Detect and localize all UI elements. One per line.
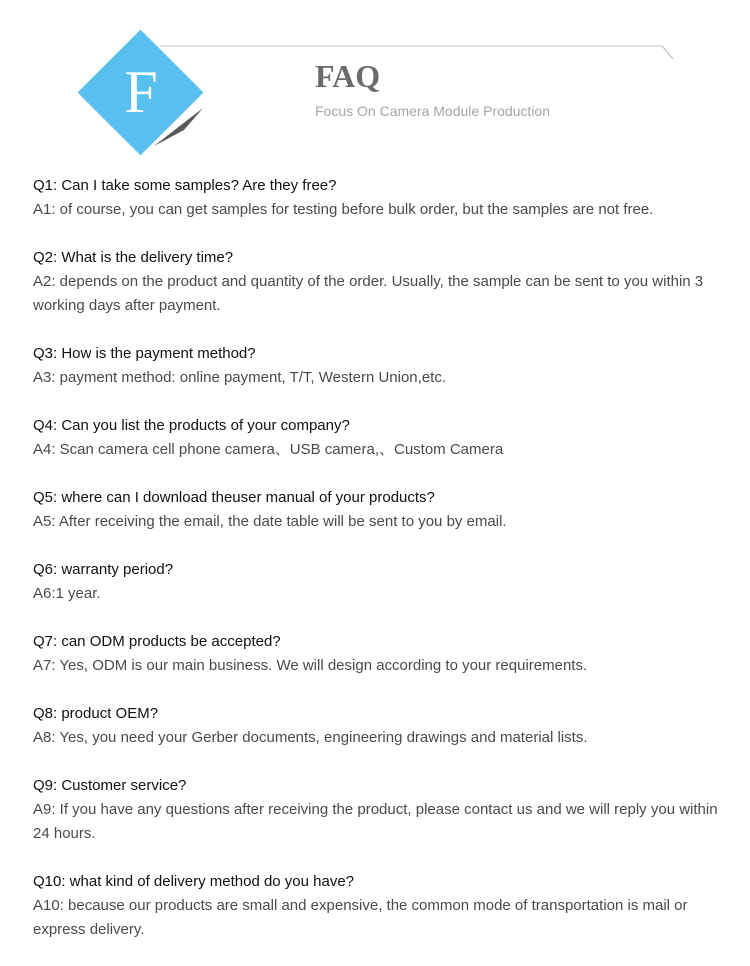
faq-item-10: [33, 870, 733, 942]
logo-letter: F: [124, 59, 158, 125]
faq-item-1: [33, 174, 733, 222]
faq-answer-6: A6:1 year.: [33, 585, 101, 602]
faq-question-6: Q6: warranty period?: [33, 561, 174, 578]
faq-question-2: Q2: What is the delivery time?: [33, 249, 234, 266]
faq-item-7: [33, 630, 733, 678]
faq-answer-3: A3: payment method: online payment, T/T, Western Union,etc.: [33, 369, 446, 386]
faq-question-10: Q10: what kind of delivery method do you have?: [33, 873, 355, 890]
faq-question-9: Q9: Customer service?: [33, 777, 187, 794]
faq-question-4: Q4: Can you list the products of your company?: [33, 417, 350, 434]
faq-item-2: [33, 246, 733, 318]
page-title: FAQ: [315, 58, 381, 94]
faq-answer-4: A4: Scan camera cell phone camera、USB camera,、Custom Camera: [33, 441, 504, 458]
header-rule-end: [662, 46, 673, 59]
faq-question-3: Q3: How is the payment method?: [33, 345, 256, 362]
faq-item-5: [33, 486, 733, 534]
faq-answer-9: A9: If you have any questions after receiving the product, please contact us and we will reply you within 24 hours.: [33, 801, 718, 842]
faq-answer-5: A5: After receiving the email, the date table will be sent to you by email.: [33, 513, 507, 530]
faq-question-1: Q1: Can I take some samples? Are they free?: [33, 177, 337, 194]
faq-item-9: [33, 774, 733, 846]
faq-item-4: [33, 414, 733, 462]
faq-answer-2: A2: depends on the product and quantity of the order. Usually, the sample can be sent to you within 3 working days after payment.: [33, 273, 704, 314]
faq-question-7: Q7: can ODM products be accepted?: [33, 633, 281, 650]
faq-list: [33, 174, 733, 966]
faq-item-6: [33, 558, 733, 606]
page-subtitle: Focus On Camera Module Production: [315, 103, 550, 119]
faq-answer-10: A10: because our products are small and expensive, the common mode of transportation is mail or express delivery.: [33, 897, 688, 938]
faq-answer-1: A1: of course, you can get samples for testing before bulk order, but the samples are not free.: [33, 201, 654, 218]
faq-header: [0, 0, 750, 170]
faq-item-8: [33, 702, 733, 750]
faq-answer-8: A8: Yes, you need your Gerber documents, engineering drawings and material lists.: [33, 729, 588, 746]
faq-answer-7: A7: Yes, ODM is our main business. We will design according to your requirements.: [33, 657, 588, 674]
faq-question-8: Q8: product OEM?: [33, 705, 159, 722]
faq-question-5: Q5: where can I download theuser manual of your products?: [33, 489, 435, 506]
faq-item-3: [33, 342, 733, 390]
